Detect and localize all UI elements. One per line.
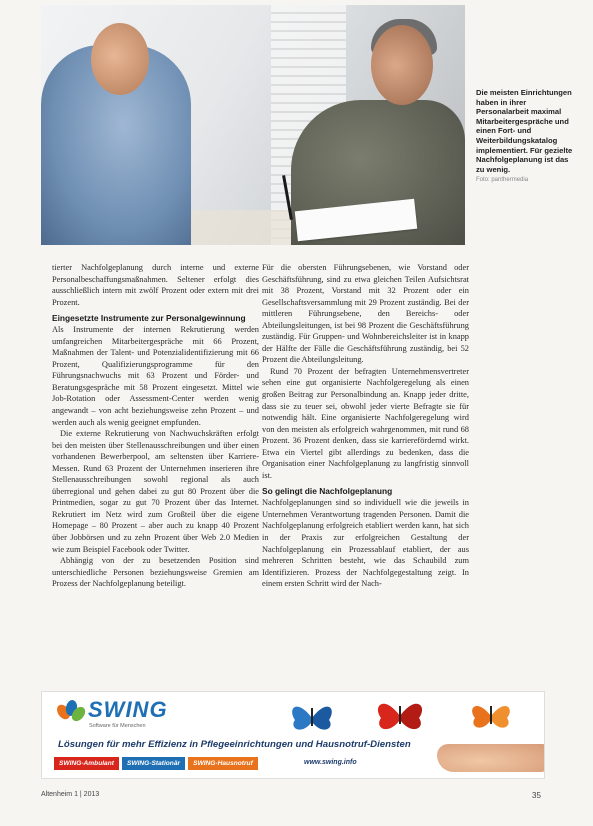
article-column-right (262, 262, 469, 590)
person-right-head (371, 25, 433, 105)
swing-advertisement[interactable] (41, 691, 545, 779)
paragraph: tierter Nachfolgeplanung durch interne und externe Personalbeschaffungsmaßnahmen. Seltener erfolgt dies ausschließlich intern mit zwölf Prozent oder extern mit drei Prozent. (52, 263, 259, 307)
article-photo (41, 5, 465, 245)
hand-image (437, 744, 545, 772)
photo-credit: Foto: panthermedia (476, 177, 529, 184)
photo-caption (476, 88, 576, 186)
ad-tagline: Lösungen für mehr Effizienz in Pflegeeinrichtungen und Hausnotruf-Diensten (58, 739, 411, 750)
ad-url-link[interactable]: www.swing.info (304, 759, 357, 766)
article-column-left (52, 262, 259, 590)
paragraph: Nachfolgeplanungen sind so individuell wie die jeweils in Unternehmen Verantwortung tragenden Personen. Damit die Nachfolgeplanung erfolgreich etabliert werden kann, hat sich in der Praxis zur erfolgreichen Gestaltung der Nachfolgeplanung ein Prozessablauf etabliert, der aus mehreren Schritten besteht, wie das Schaubild zum Identifizieren. Prozess der Nachfolgegestaltung zeigt. In einem ersten Schritt wird der Nach- (262, 498, 469, 589)
page-number: 35 (532, 791, 541, 800)
pill-hausnotruf[interactable]: SWING-Hausnotruf (188, 757, 258, 770)
paragraph: Als Instrumente der internen Rekrutierung werden umfangreichen Mitarbeitergespräche mit 66 Prozent, Maßnahmen der Talent- und Potenzialidentifizierung mit 66 Prozent, Qualifizierungsprogramme für den Führungsnachwuchs mit 63 Prozent und Förder- und Beratungsgespräche mit 58 Prozent eingesetzt. Mittel wie Job-Rotation oder Assessment-Center werden wenig angewandt – von acht beziehungsweise zehn Prozent – und werden auch als wenig geeignet empfunden. (52, 325, 259, 427)
subheading: So gelingt die Nachfolgeplanung (262, 486, 393, 497)
product-pills (54, 757, 258, 770)
caption-text: Die meisten Einrichtungen haben in ihrer Personalarbeit maximal Mitarbeitergespräche und einen Fort- und Weiterbildungskatalog implementiert. Für gezielte Nachfolgeplanung ist das zu wenig. (476, 88, 573, 174)
footer-issue: Altenheim 1 | 2013 (41, 791, 100, 798)
pill-stationaer[interactable]: SWING-Stationär (122, 757, 185, 770)
swing-logo-icon (58, 700, 84, 724)
butterfly-red-icon (372, 694, 428, 738)
paragraph: Die externe Rekrutierung von Nachwuchskräften erfolgt bei den meisten über Stellenausschreibungen und über einen vorhandenen Bewerberpool, am seltensten über Karriere-Messen. Rund 63 Prozent der Unternehmen inserieren ihre Stellenausschreibungen sowohl regional als auch überregional und gehen dabei zu gut 80 Prozent über die Printmedien, sogar zu gut 70 Prozent über das Internet. Rekrutiert im Netz wird zum Großteil über die eigene Homepage – 80 Prozent – aber auch zu knapp 40 Prozent über Jobbörsen und zu zehn Prozent über Web 2.0 Medien wie zum Beispiel Facebook oder Twitter. (52, 429, 259, 554)
swing-logo-subtitle: Software für Menschen (89, 723, 146, 729)
paragraph: Für die obersten Führungsebenen, wie Vorstand oder Geschäftsführung, sind zu etwa gleichen Teilen Aufsichtsrat mit 38 Prozent, Vorstand mit 32 Prozent oder ein Gesellschaftsversammlung mit 29 Prozent zuständig. Bei der mittleren Führungsebene, den Bereichs- oder Abteilungsleitungen, ist bei 98 Prozent die Geschäftsführung zuständig. Für Gruppen- und Wohnbereichsleiter ist in knapp der Hälfte der Fälle die Geschäftsführung zuständig, bei 52 Prozent die Abteilungsleitung. (262, 263, 469, 365)
butterfly-blue-icon (287, 698, 337, 738)
person-left-head (91, 23, 149, 95)
paragraph: Rund 70 Prozent der befragten Unternehmensvertreter sehen eine gut organisierte Nachfolgeregelung als einen großen Beitrag zur Personalbindung an. Knapp jeder dritte, dass sie zu teuer sei, obwohl jeder vierte Befragte sie für notwendig hält. Eine organisierte Nachfolgeregelung wird von den meisten als erfolgreich wahrgenommen, mit rund 68 Prozent. 36 Prozent denken, dass sie karrierefördernd wirkt. Etwa ein Viertel gibt allerdings zu bedenken, dass die Organisation einer Nachfolgeplanung zu langfristig sinnvoll ist. (262, 366, 469, 480)
butterfly-orange-icon (467, 696, 515, 736)
subheading: Eingesetzte Instrumente zur Personalgewinnung (52, 313, 246, 324)
swing-logo-text: SWING (88, 697, 168, 722)
pill-ambulant[interactable]: SWING-Ambulant (54, 757, 119, 770)
paragraph: Abhängig von der zu besetzenden Position sind unterschiedliche Personen beziehungsweise Gremien am Prozess der Nachfolgeplanung beteiligt. (52, 556, 259, 589)
